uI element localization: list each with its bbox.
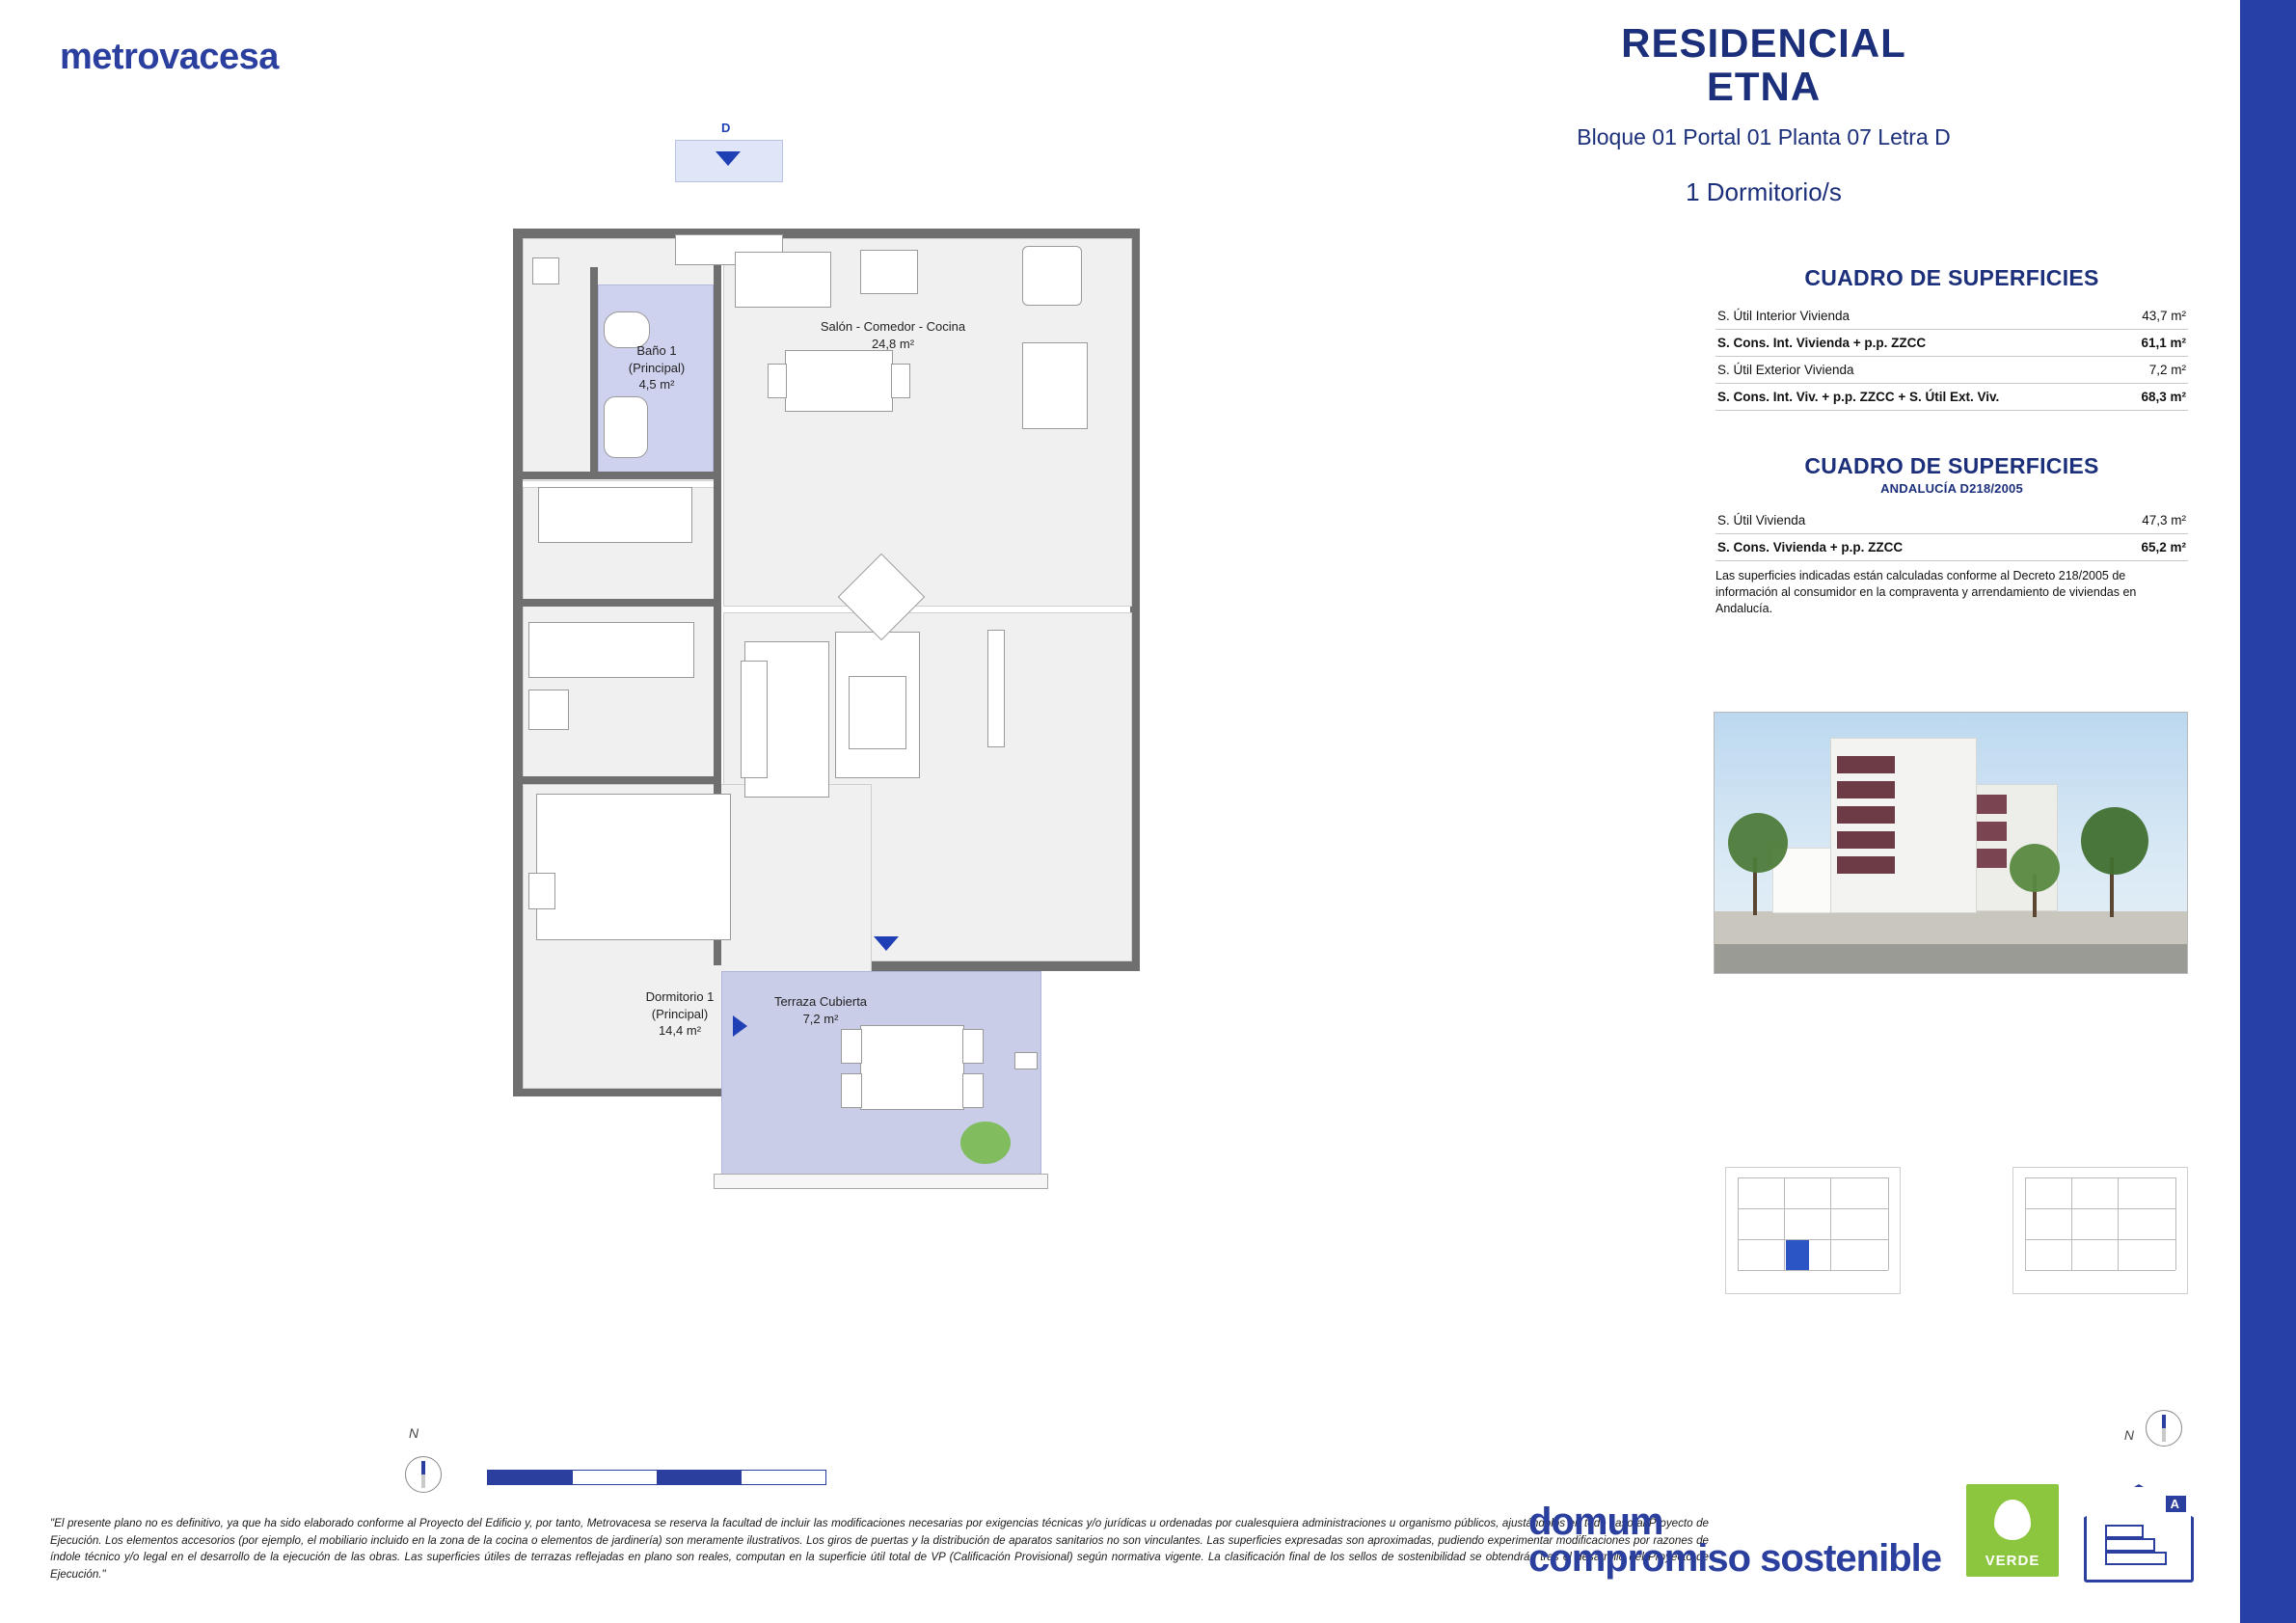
verde-label: VERDE: [1985, 1553, 2040, 1569]
scale-bar: [487, 1470, 826, 1485]
surfaces-andalucia-title: CUADRO DE SUPERFICIES: [1804, 453, 2099, 478]
table-row: [1715, 357, 2188, 384]
residence-title-line1: RESIDENCIAL: [1621, 20, 1906, 66]
washbasin: [604, 396, 648, 458]
row-label: S. Útil Interior Vivienda: [1715, 303, 2120, 330]
tv-unit: [987, 630, 1005, 747]
keyplan-left: [1725, 1167, 1901, 1294]
terrace-chair: [962, 1073, 984, 1108]
row-label: S. Útil Exterior Vivienda: [1715, 357, 2120, 384]
terrace-table: [860, 1025, 964, 1110]
domum-logo: [1528, 1501, 1941, 1580]
domum-tagline: compromiso sostenible: [1528, 1537, 1941, 1580]
kitchen-hob: [1022, 246, 1082, 306]
verde-badge: [1966, 1484, 2059, 1577]
kitchen-sink: [860, 250, 918, 294]
metrovacesa-logo: [60, 37, 279, 78]
building-render-image: [1714, 712, 2188, 974]
row-label: S. Cons. Int. Viv. + p.p. ZZCC + S. Útil Ext. Viv.: [1715, 384, 2120, 411]
kitchen-fridge: [1022, 342, 1088, 429]
energy-rating-badge: [2084, 1484, 2188, 1577]
label-living: Salón - Comedor - Cocina 24,8 m²: [820, 319, 966, 351]
entrance-arrow-icon: [716, 151, 741, 166]
row-value: 43,7 m²: [2120, 303, 2188, 330]
coffee-table: [849, 676, 906, 749]
table-row: [1715, 330, 2188, 357]
residence-title-line2: ETNA: [1706, 64, 1822, 110]
terrace-chair: [962, 1029, 984, 1064]
bed: [536, 794, 731, 940]
bedroom-count: 1 Dormitorio/s: [1686, 176, 1842, 206]
north-label-plan: N: [409, 1425, 419, 1441]
hall-unit: [528, 690, 569, 730]
plant-icon: [960, 1122, 1011, 1164]
row-value: 65,2 m²: [2092, 534, 2188, 561]
door-label: D: [721, 121, 731, 135]
nightstand: [528, 873, 555, 909]
terrace-edge: [714, 1174, 1048, 1189]
row-label: S. Útil Vivienda: [1715, 507, 2092, 534]
domum-name: domum: [1528, 1501, 1663, 1543]
leaf-icon: [1994, 1500, 2031, 1540]
energy-label: A: [2166, 1496, 2186, 1512]
surfaces-main-title: CUADRO DE SUPERFICIES: [1804, 265, 2099, 290]
table-row: [1715, 534, 2188, 561]
dining-chair: [891, 364, 910, 398]
terrace-chair: [841, 1029, 862, 1064]
terrace-unit: [1014, 1052, 1038, 1069]
legal-disclaimer: "El presente plano no es definitivo, ya que ha sido elaborado conforme al Proyecto del Edificio y, por tanto, Metrovacesa se reserva la facultad de incluir las modificaciones necesarias por exigencias técnicas y/o jurídicas u ordenadas por cualesquiera administraciones u organismo públicos, ajustándolos en todo caso al Proyecto de Ejecución. Los elementos accesorios (por ejemplo, el mobiliario incluido en la zona de la cocina o elementos de jardinería) son meramente ilustrativos. Los giros de puertas y la distribución de aparatos sanitarios no son vinculantes. Las superficies expresadas son aproximadas, pudiendo experimentar modificaciones por razones de índole técnico y/o legal en el desarrollo de la ejecución de las obras. Las superficies útiles de terrazas reflejadas en plano son reales, computan en la superficie útil total de VP (Calificación Provisional) según normativa vigente. La clasificación final de los sellos de sostenibilidad se obtendrán tras el desarrollo del Proyecto de Ejecución.": [50, 1517, 1709, 1581]
row-value: 47,3 m²: [2092, 507, 2188, 534]
sofa-arm: [741, 661, 768, 778]
north-label-footer: N: [2123, 1427, 2134, 1443]
row-label: S. Cons. Int. Vivienda + p.p. ZZCC: [1715, 330, 2120, 357]
label-terrace: Terraza Cubierta 7,2 m²: [773, 994, 868, 1026]
footer-logos: [1528, 1484, 2188, 1580]
table-row: [1715, 303, 2188, 330]
label-bedroom: Dormitorio 1 (Principal) 14,4 m²: [645, 989, 715, 1039]
table-row: [1715, 384, 2188, 411]
dining-table: [785, 350, 893, 412]
kitchen-counter: [735, 252, 831, 308]
surfaces-andalucia-subtitle: ANDALUCÍA D218/2005: [1880, 481, 2023, 496]
right-blue-bar: [2240, 0, 2296, 1623]
surfaces-main-table: [1715, 265, 2188, 411]
row-label: S. Cons. Vivienda + p.p. ZZCC: [1715, 534, 2092, 561]
surfaces-andalucia-table: [1715, 453, 2188, 617]
terrace-chair: [841, 1073, 862, 1108]
logo-text: metrovacesa: [60, 37, 279, 77]
wardrobe: [538, 487, 692, 543]
north-indicator-plan: [405, 1456, 442, 1493]
andalucia-note: Las superficies indicadas están calculadas conforme al Decreto 218/2005 de información al consumidor en la compraventa y arrendamiento de viviendas en Andalucía.: [1715, 569, 2137, 615]
unit-location: Bloque 01 Portal 01 Planta 07 Letra D: [1577, 123, 1951, 149]
label-bath: Baño 1 (Principal) 4,5 m²: [628, 343, 686, 392]
table-row: [1715, 507, 2188, 534]
row-value: 61,1 m²: [2120, 330, 2188, 357]
row-value: 7,2 m²: [2120, 357, 2188, 384]
north-indicator-footer: [2146, 1410, 2182, 1447]
bath-fixture: [532, 257, 559, 284]
floor-plan: [482, 121, 1215, 1249]
row-value: 68,3 m²: [2120, 384, 2188, 411]
header-block: [1339, 21, 2188, 207]
keyplan-right: [2012, 1167, 2188, 1294]
terrace-arrow-icon: [874, 936, 899, 951]
wardrobe: [528, 622, 694, 678]
dining-chair: [768, 364, 787, 398]
